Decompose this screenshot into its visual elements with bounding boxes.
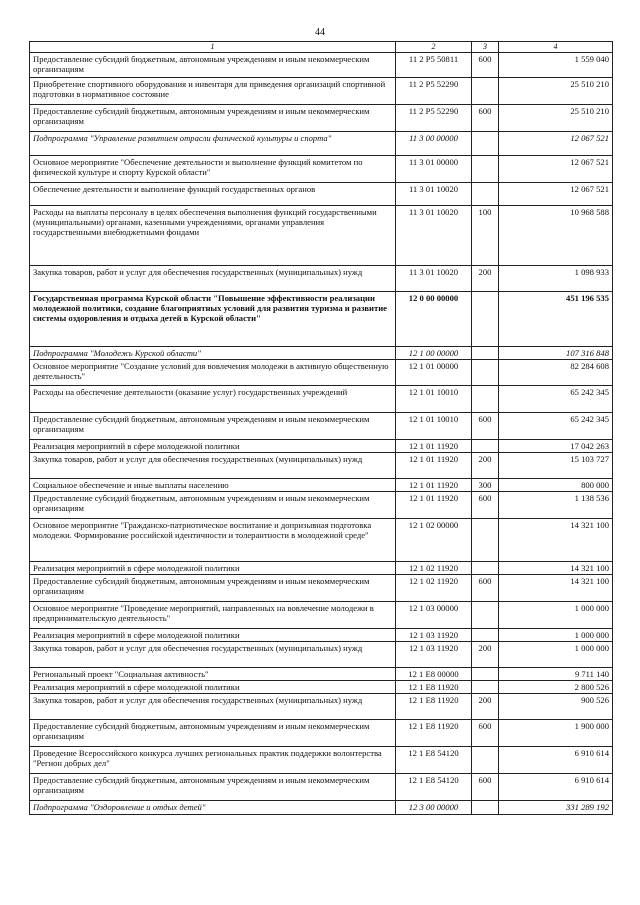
cell-name: Расходы на выплаты персоналу в целях обеспечения выполнения функций государственными (муниципальными) органами, казенными учреждениями, органами управления государственными внебюджетными фондами — [30, 206, 396, 266]
cell-vr: 300 — [472, 479, 499, 492]
header-col-amount: 4 — [499, 42, 613, 53]
cell-code: 12 1 E8 54120 — [396, 774, 472, 801]
table-row — [30, 453, 613, 479]
cell-name: Региональный проект "Социальная активность" — [30, 668, 396, 681]
cell-code: 12 1 01 11920 — [396, 453, 472, 479]
cell-amount: 1 000 000 — [499, 629, 613, 642]
cell-vr: 600 — [472, 720, 499, 747]
cell-name: Проведение Всероссийского конкурса лучших региональных практик поддержки волонтерства "Регион добрых дел" — [30, 747, 396, 774]
cell-code: 11 2 P5 52290 — [396, 105, 472, 132]
table-row — [30, 720, 613, 747]
table-row — [30, 575, 613, 602]
table-row — [30, 668, 613, 681]
cell-name: Предоставление субсидий бюджетным, автономным учреждениям и иным некоммерческим организациям — [30, 575, 396, 602]
cell-vr: 100 — [472, 206, 499, 266]
cell-amount: 25 510 210 — [499, 78, 613, 105]
cell-name: Реализация мероприятий в сфере молодежной политики — [30, 562, 396, 575]
cell-code: 12 1 03 11920 — [396, 629, 472, 642]
cell-amount: 6 910 614 — [499, 747, 613, 774]
cell-name: Закупка товаров, работ и услуг для обеспечения государственных (муниципальных) нужд — [30, 266, 396, 292]
cell-name: Предоставление субсидий бюджетным, автономным учреждениям и иным некоммерческим организациям — [30, 774, 396, 801]
cell-name: Обеспечение деятельности и выполнение функций государственных органов — [30, 183, 396, 206]
cell-code: 12 1 02 11920 — [396, 575, 472, 602]
cell-name: Государственная программа Курской области "Повышение эффективности реализации молодежной политики, создание благоприятных условий для развития туризма и развитие системы оздоровления и отдыха детей в Курской области" — [30, 292, 396, 347]
cell-code: 12 1 03 11920 — [396, 642, 472, 668]
cell-vr — [472, 386, 499, 413]
cell-vr — [472, 519, 499, 562]
cell-vr: 200 — [472, 453, 499, 479]
table-row — [30, 132, 613, 156]
table-row — [30, 747, 613, 774]
cell-amount: 14 321 100 — [499, 519, 613, 562]
cell-name: Закупка товаров, работ и услуг для обеспечения государственных (муниципальных) нужд — [30, 453, 396, 479]
cell-vr: 200 — [472, 694, 499, 720]
cell-code: 11 3 01 10020 — [396, 206, 472, 266]
cell-code: 11 3 01 10020 — [396, 183, 472, 206]
cell-amount: 17 042 263 — [499, 440, 613, 453]
cell-vr — [472, 440, 499, 453]
cell-code: 12 1 03 00000 — [396, 602, 472, 629]
cell-name: Предоставление субсидий бюджетным, автономным учреждениям и иным некоммерческим организациям — [30, 105, 396, 132]
cell-code: 12 3 00 00000 — [396, 801, 472, 815]
cell-amount: 15 103 727 — [499, 453, 613, 479]
cell-code: 11 2 P5 50811 — [396, 53, 472, 78]
cell-name: Предоставление субсидий бюджетным, автономным учреждениям и иным некоммерческим организациям — [30, 720, 396, 747]
cell-vr: 200 — [472, 642, 499, 668]
cell-amount: 14 321 100 — [499, 562, 613, 575]
table-row — [30, 519, 613, 562]
cell-name: Закупка товаров, работ и услуг для обеспечения государственных (муниципальных) нужд — [30, 642, 396, 668]
cell-name: Предоставление субсидий бюджетным, автономным учреждениям и иным некоммерческим организациям — [30, 413, 396, 440]
table-row — [30, 440, 613, 453]
budget-table — [29, 41, 613, 815]
cell-code: 12 1 01 11920 — [396, 479, 472, 492]
cell-name: Основное мероприятие "Обеспечение деятельности и выполнение функций комитетом по физической культуре и спорту Курской области" — [30, 156, 396, 183]
cell-amount: 107 316 848 — [499, 347, 613, 360]
cell-code: 12 1 E8 00000 — [396, 668, 472, 681]
cell-vr: 600 — [472, 774, 499, 801]
cell-vr — [472, 132, 499, 156]
table-row — [30, 774, 613, 801]
table-row — [30, 413, 613, 440]
table-row — [30, 562, 613, 575]
table-row — [30, 53, 613, 78]
cell-vr — [472, 602, 499, 629]
cell-name: Основное мероприятие "Проведение мероприятий, направленных на вовлечение молодежи в предпринимательскую деятельность" — [30, 602, 396, 629]
table-row — [30, 602, 613, 629]
table-row — [30, 206, 613, 266]
table-row — [30, 360, 613, 386]
cell-code: 12 1 E8 54120 — [396, 747, 472, 774]
cell-vr — [472, 681, 499, 694]
cell-code: 12 1 E8 11920 — [396, 694, 472, 720]
cell-code: 12 1 E8 11920 — [396, 720, 472, 747]
table-row — [30, 492, 613, 519]
cell-name: Социальное обеспечение и иные выплаты населению — [30, 479, 396, 492]
cell-name: Предоставление субсидий бюджетным, автономным учреждениям и иным некоммерческим организациям — [30, 53, 396, 78]
cell-name: Основное мероприятие "Гражданско-патриотическое воспитание и допризывная подготовка молодежи. Формирование российской идентичности и толерантности в молодежной среде" — [30, 519, 396, 562]
cell-name: Подпрограмма "Управление развитием отрасли физической культуры и спорта" — [30, 132, 396, 156]
table-row — [30, 629, 613, 642]
table-body — [30, 53, 613, 815]
cell-amount: 65 242 345 — [499, 386, 613, 413]
cell-amount: 800 000 — [499, 479, 613, 492]
cell-code: 11 3 01 10020 — [396, 266, 472, 292]
cell-vr — [472, 747, 499, 774]
cell-name: Подпрограмма "Молодежь Курской области" — [30, 347, 396, 360]
cell-amount: 65 242 345 — [499, 413, 613, 440]
cell-amount: 14 321 100 — [499, 575, 613, 602]
cell-vr — [472, 360, 499, 386]
cell-name: Реализация мероприятий в сфере молодежной политики — [30, 681, 396, 694]
table-row — [30, 292, 613, 347]
cell-vr: 600 — [472, 492, 499, 519]
table-row — [30, 78, 613, 105]
cell-code: 12 1 02 11920 — [396, 562, 472, 575]
header-col-name: 1 — [30, 42, 396, 53]
cell-amount: 6 910 614 — [499, 774, 613, 801]
cell-amount: 12 067 521 — [499, 132, 613, 156]
cell-name: Расходы на обеспечение деятельности (оказание услуг) государственных учреждений — [30, 386, 396, 413]
cell-code: 11 3 00 00000 — [396, 132, 472, 156]
cell-vr — [472, 629, 499, 642]
cell-name: Закупка товаров, работ и услуг для обеспечения государственных (муниципальных) нужд — [30, 694, 396, 720]
cell-vr: 200 — [472, 266, 499, 292]
cell-amount: 82 284 608 — [499, 360, 613, 386]
header-row — [30, 42, 613, 53]
cell-amount: 900 526 — [499, 694, 613, 720]
table-row — [30, 183, 613, 206]
cell-amount: 10 968 588 — [499, 206, 613, 266]
cell-amount: 1 138 536 — [499, 492, 613, 519]
cell-code: 12 1 01 00000 — [396, 360, 472, 386]
cell-amount: 9 711 140 — [499, 668, 613, 681]
cell-vr — [472, 78, 499, 105]
header-col-code: 2 — [396, 42, 472, 53]
cell-amount: 1 559 040 — [499, 53, 613, 78]
cell-vr: 600 — [472, 53, 499, 78]
cell-code: 11 2 P5 52290 — [396, 78, 472, 105]
cell-code: 12 1 02 00000 — [396, 519, 472, 562]
cell-vr: 600 — [472, 105, 499, 132]
cell-code: 12 0 00 00000 — [396, 292, 472, 347]
cell-code: 12 1 01 11920 — [396, 492, 472, 519]
cell-vr: 600 — [472, 575, 499, 602]
cell-amount: 12 067 521 — [499, 156, 613, 183]
table-row — [30, 694, 613, 720]
cell-name: Предоставление субсидий бюджетным, автономным учреждениям и иным некоммерческим организациям — [30, 492, 396, 519]
cell-amount: 1 098 933 — [499, 266, 613, 292]
cell-name: Реализация мероприятий в сфере молодежной политики — [30, 440, 396, 453]
cell-vr — [472, 156, 499, 183]
table-row — [30, 156, 613, 183]
header-col-vr: 3 — [472, 42, 499, 53]
table-row — [30, 479, 613, 492]
cell-code: 12 1 E8 11920 — [396, 681, 472, 694]
cell-vr — [472, 347, 499, 360]
cell-amount: 451 196 535 — [499, 292, 613, 347]
cell-name: Основное мероприятие "Создание условий для вовлечения молодежи в активную общественную деятельность" — [30, 360, 396, 386]
table-row — [30, 105, 613, 132]
cell-name: Реализация мероприятий в сфере молодежной политики — [30, 629, 396, 642]
cell-vr — [472, 292, 499, 347]
table-row — [30, 386, 613, 413]
cell-vr — [472, 668, 499, 681]
cell-amount: 1 000 000 — [499, 642, 613, 668]
cell-amount: 12 067 521 — [499, 183, 613, 206]
cell-name: Приобретение спортивного оборудования и инвентаря для приведения организаций спортивной подготовки в нормативное состояние — [30, 78, 396, 105]
table-row — [30, 347, 613, 360]
cell-amount: 2 800 526 — [499, 681, 613, 694]
cell-code: 12 1 01 10010 — [396, 386, 472, 413]
cell-code: 12 1 01 11920 — [396, 440, 472, 453]
cell-code: 11 3 01 00000 — [396, 156, 472, 183]
cell-code: 12 1 00 00000 — [396, 347, 472, 360]
table-row — [30, 801, 613, 815]
cell-amount: 331 289 192 — [499, 801, 613, 815]
cell-vr — [472, 562, 499, 575]
cell-amount: 1 900 000 — [499, 720, 613, 747]
page-number: 44 — [315, 27, 325, 38]
table-row — [30, 642, 613, 668]
table-row — [30, 266, 613, 292]
cell-code: 12 1 01 10010 — [396, 413, 472, 440]
cell-name: Подпрограмма "Оздоровление и отдых детей" — [30, 801, 396, 815]
budget-table-container — [29, 41, 613, 815]
cell-vr — [472, 801, 499, 815]
cell-vr: 600 — [472, 413, 499, 440]
cell-amount: 25 510 210 — [499, 105, 613, 132]
cell-vr — [472, 183, 499, 206]
cell-amount: 1 000 000 — [499, 602, 613, 629]
table-row — [30, 681, 613, 694]
